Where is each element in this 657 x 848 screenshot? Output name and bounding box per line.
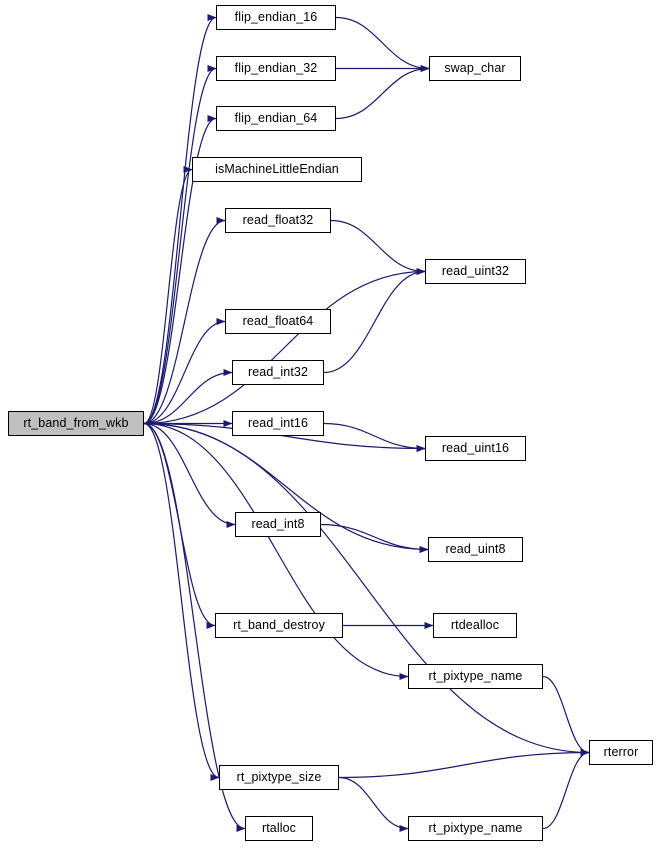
graph-node-read-uint16[interactable]: read_uint16	[425, 436, 526, 461]
graph-node-read-float32[interactable]: read_float32	[225, 208, 331, 233]
graph-node-rtalloc[interactable]: rtalloc	[245, 816, 313, 841]
edge-rt_band_from_wkb-to-flip_endian_16	[144, 18, 216, 424]
graph-node-flip-endian-32[interactable]: flip_endian_32	[216, 56, 336, 81]
edge-flip_endian_64-to-swap_char	[336, 69, 429, 119]
graph-node-flip-endian-16[interactable]: flip_endian_16	[216, 5, 336, 30]
graph-node-read-uint8[interactable]: read_uint8	[428, 537, 523, 562]
edge-rt_band_from_wkb-to-rterror	[144, 424, 589, 753]
graph-node-read-int16[interactable]: read_int16	[232, 411, 324, 436]
graph-node-flip-endian-64[interactable]: flip_endian_64	[216, 106, 336, 131]
edge-rt_pixtype_name_1-to-rterror	[543, 677, 589, 753]
edge-flip_endian_16-to-swap_char	[336, 18, 429, 69]
edge-read_float32-to-read_uint32	[331, 221, 425, 272]
graph-node-rterror[interactable]: rterror	[589, 740, 653, 765]
edge-rt_pixtype_name_2-to-rterror	[543, 753, 589, 829]
edge-read_int8-to-read_uint8	[321, 525, 428, 550]
graph-node-read-int32[interactable]: read_int32	[232, 360, 324, 385]
graph-node-rt-pixtype-name-2[interactable]: rt_pixtype_name	[408, 816, 543, 841]
edge-rt_pixtype_size-to-rt_pixtype_name_2	[339, 778, 408, 829]
graph-node-rt-pixtype-name-1[interactable]: rt_pixtype_name	[408, 664, 543, 689]
edge-rt_band_from_wkb-to-rt_pixtype_size	[144, 424, 219, 778]
graph-node-read-int8[interactable]: read_int8	[235, 512, 321, 537]
graph-node-swap-char[interactable]: swap_char	[429, 56, 521, 81]
graph-node-read-float64[interactable]: read_float64	[225, 309, 331, 334]
graph-node-isMachineLittleEndian[interactable]: isMachineLittleEndian	[192, 157, 362, 182]
edge-read_int16-to-read_uint16	[324, 424, 425, 449]
edge-read_int32-to-read_uint32	[324, 272, 425, 373]
graph-node-rt-pixtype-size[interactable]: rt_pixtype_size	[219, 765, 339, 790]
graph-node-read-uint32[interactable]: read_uint32	[425, 259, 526, 284]
edge-rt_band_from_wkb-to-flip_endian_32	[144, 69, 216, 424]
graph-node-rt-band-from-wkb[interactable]: rt_band_from_wkb	[8, 411, 144, 436]
edge-rt_pixtype_size-to-rterror	[339, 753, 589, 778]
graph-node-rt-band-destroy[interactable]: rt_band_destroy	[215, 613, 343, 638]
graph-node-rtdealloc[interactable]: rtdealloc	[433, 613, 517, 638]
